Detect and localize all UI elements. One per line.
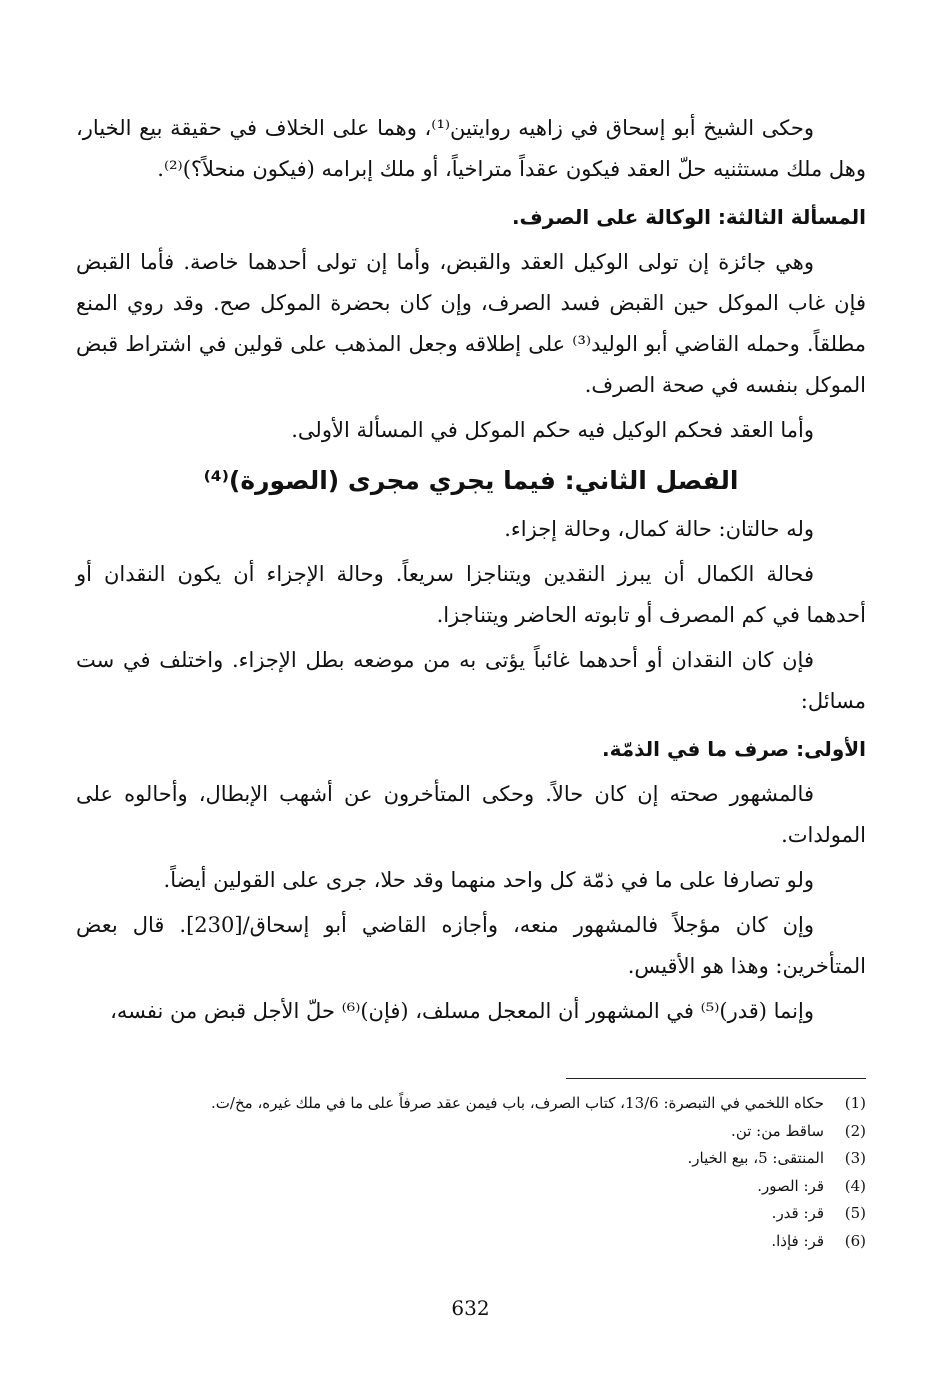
footnote-divider <box>566 1078 866 1079</box>
footnote <box>76 1200 866 1228</box>
footnote-text: قر: قدر. <box>771 1204 824 1222</box>
main-text <box>76 108 866 1036</box>
paragraph-8: ولو تصارفا على ما في ذمّة كل واحد منهما وقد حلا، جرى على القولين أيضاً. <box>163 868 814 892</box>
footnote-text: حكاه اللخمي في التبصرة: 13/6، كتاب الصرف، باب فيمن عقد صرفاً على ما في ملك غيره، مخ/ت. <box>211 1094 824 1112</box>
heading-issue-three: المسألة الثالثة: الوكالة على الصرف. <box>511 205 866 229</box>
footnote-number: (5) <box>844 1204 866 1222</box>
footnote-text: المنتقى: 5، بيع الخيار. <box>687 1149 824 1167</box>
footnote-number: (3) <box>844 1149 866 1167</box>
footnote-text: ساقط من: تن. <box>731 1121 824 1140</box>
paragraph-2: وهي جائزة إن تولى الوكيل العقد والقبض، وأما إن تولى أحدهما خاصة. فأما القبض فإن غاب الموكل حين القبض فسد الصرف، وإن كان بحضرة الموكل صح. وقد روي المنع مطلقاً. وحمله القاضي أبو الوليد⁽³⁾ على إطلاقه وجعل المذهب على قولين في اشتراط قبض الموكل بنفسه في صحة الصرف. <box>76 250 866 397</box>
paragraph-5: فحالة الكمال أن يبرز النقدين ويتناجزا سريعاً. وحالة الإجزاء أن يكون النقدان أو أحدهما في كم المصرف أو تابوته الحاضر ويتناجزا. <box>76 562 866 627</box>
footnotes <box>76 1090 866 1255</box>
chapter-heading: الفصل الثاني: فيما يجري مجرى (الصورة)⁽⁴⁾ <box>203 466 739 495</box>
footnote-number: (4) <box>844 1176 866 1195</box>
paragraph-9: وإن كان مؤجلاً فالمشهور منعه، وأجازه القاضي أبو إسحاق/[230]. قال بعض المتأخرين: وهذا هو الأقيس. <box>76 913 866 978</box>
footnote-number: (6) <box>844 1231 866 1250</box>
footnote-number: (2) <box>844 1121 866 1140</box>
paragraph-7: فالمشهور صحته إن كان حالاً. وحكى المتأخرون عن أشهب الإبطال، وأحالوه على المولدات. <box>76 782 866 847</box>
footnote <box>76 1118 866 1146</box>
footnote <box>76 1228 866 1256</box>
footnote <box>76 1090 866 1118</box>
footnote-text: قر: فإذا. <box>771 1231 824 1250</box>
paragraph-1: وحكى الشيخ أبو إسحاق في زاهيه روايتين⁽¹⁾، وهما على الخلاف في حقيقة بيع الخيار، وهل ملك مستثنيه حلّ العقد فيكون عقداً متراخياً، أو ملك إبرامه (فيكون منحلاً؟)⁽²⁾. <box>76 116 866 181</box>
footnote <box>76 1173 866 1201</box>
paragraph-10: وإنما (قدر)⁽⁵⁾ في المشهور أن المعجل مسلف، (فإن)⁽⁶⁾ حلّ الأجل قبض من نفسه، <box>110 999 814 1023</box>
footnote-text: قر: الصور. <box>757 1176 824 1195</box>
paragraph-4: وله حالتان: حالة كمال، وحالة إجزاء. <box>504 517 814 541</box>
footnote <box>76 1145 866 1173</box>
heading-first-issue: الأولى: صرف ما في الذمّة. <box>601 737 866 761</box>
footnote-number: (1) <box>844 1094 866 1112</box>
paragraph-6: فإن كان النقدان أو أحدهما غائباً يؤتى به من موضعه بطل الإجزاء. واختلف في ست مسائل: <box>76 648 866 713</box>
page-number: 632 <box>451 1296 490 1320</box>
paragraph-3: وأما العقد فحكم الوكيل فيه حكم الموكل في المسألة الأولى. <box>291 418 814 442</box>
